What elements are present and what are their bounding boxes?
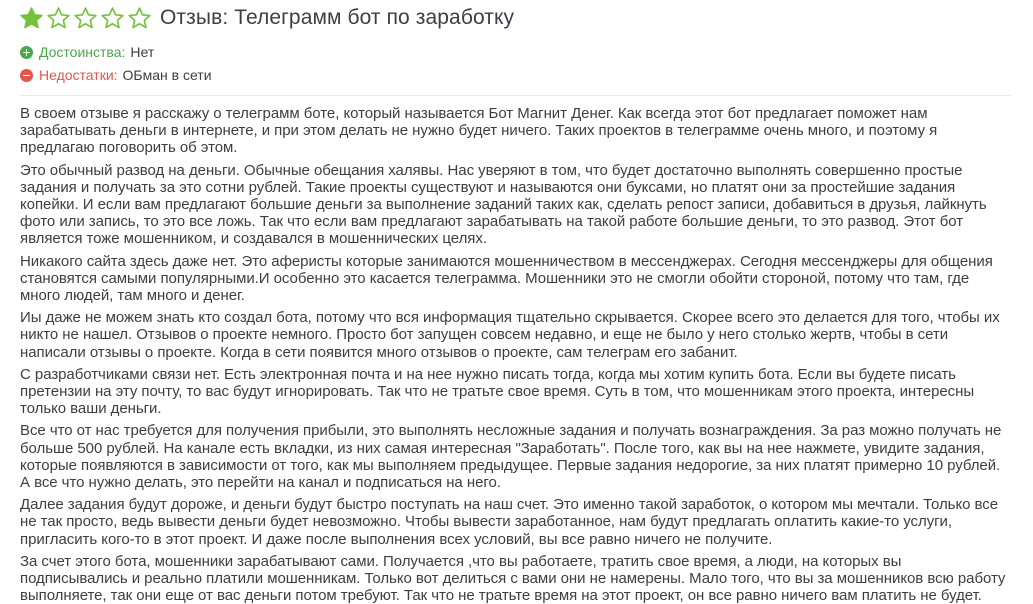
star-empty-icon	[128, 7, 151, 29]
review-paragraph: За счет этого бота, мошенники зарабатывают сами. Получается ,что вы работаете, тратить свое время, а люди, на которых вы подписывались и реально платили мошенникам. Только вот делиться с вами они не намерены. Мало того, что вы за мошенников всю работу выполняете, так они еще от вас деньги потом требуют. Так что не тратьте время на этот проект, он все равно ничего вам платить не будет.	[20, 552, 1006, 604]
star-empty-icon	[74, 7, 97, 29]
cons-label: Недостатки:	[39, 67, 118, 83]
review-paragraph: Никакого сайта здесь даже нет. Это аферисты которые занимаются мошенничеством в мессенджерах. Сегодня мессенджеры для общения становятся самыми популярными.И особенно это касается телеграмма. Мошенники это не смогли обойти стороной, потому что там, где много людей, там много и денег.	[20, 252, 993, 305]
pros-row	[20, 44, 1011, 60]
review-paragraph: Это обычный развод на деньги. Обычные обещания халявы. Нас уверяют в том, что будет достаточно выполнять совершенно простые задания и получать за это сотни рублей. Такие проекты существуют и называются они буксами, но платят они за простейшие задания копейки. И если вам предлагают большие деньги за выполнение заданий таких как, сделать репост записи, добавиться в друзья, лайкнуть фото или запись, то это все ложь. Так что если вам предлагают зарабатывать на такой работе большие деньги, то это развод. Этот бот является тоже мошенником, и создавался в мошеннических целях.	[20, 161, 987, 248]
star-empty-icon	[47, 7, 70, 29]
review-paragraph: В своем отзыве я расскажу о телеграмм боте, который называется Бот Магнит Денег. Как всегда этот бот предлагает поможет нам зарабатывать деньги в интернете, и при этом делать не нужно будет ничего. Таких проектов в телеграмме очень много, и поэтому я предлагаю поговорить об этом.	[20, 105, 938, 157]
review-paragraph: Далее задания будут дороже, и деньги будут быстро поступать на наш счет. Это именно такой заработок, о котором мы мечтали. Только все не так просто, ведь вывести деньги будет невозможно. Чтобы вывести заработанное, нам будут предлагать оплатить какие-то услуги, пригласить кого-то в этот проект. И даже после выполнения всех условий, вы все равно ничего не получите.	[20, 496, 999, 548]
pros-label: Достоинства:	[39, 44, 126, 60]
star-filled-icon	[20, 7, 43, 29]
pros-value: Нет	[130, 44, 155, 60]
minus-circle-icon	[20, 69, 33, 82]
cons-value: ОБман в сети	[122, 67, 212, 83]
plus-circle-icon	[20, 46, 33, 59]
review-header	[20, 5, 1011, 30]
review-paragraph: С разработчиками связи нет. Есть электронная почта и на нее нужно писать тогда, когда мы хотим купить бота. Если вы будете писать претензии на эту почту, то вас будут игнорировать. Так что не тратьте свое время. Суть в том, что мошенникам этого проекта, интересны только ваши деньги.	[20, 365, 975, 418]
review-paragraph: Все что от нас требуется для получения прибыли, это выполнять несложные задания и получать вознаграждения. За раз можно получать не больше 500 рублей. На канале есть вкладки, из них самая интересная "Заработать". После того, как вы на нее нажмете, увидите задания, которые появляются в зависимости от того, как мы выполняем предыдущее. Первые задания недорогие, за них платят примерно 10 рублей. А все что нужно делать, это перейти на канал и подписаться на него.	[20, 422, 1002, 492]
review-paragraph: Иы даже не можем знать кто создал бота, потому что вся информация тщательно скрывается. Скорее всего это делается для того, чтобы их никто не нашел. Отзывов о проекте немного. Просто бот запущен совсем недавно, и еще не было у него столько жертв, чтобы в сети написали отзывы о проекте. Когда в сети появится много отзывов о проекте, сам телеграм его забанит.	[20, 309, 1000, 361]
star-rating	[20, 7, 151, 29]
star-empty-icon	[101, 7, 124, 29]
cons-row	[20, 67, 1011, 83]
page-title: Отзыв: Телеграмм бот по заработку	[160, 6, 515, 29]
review-body	[20, 96, 1011, 604]
